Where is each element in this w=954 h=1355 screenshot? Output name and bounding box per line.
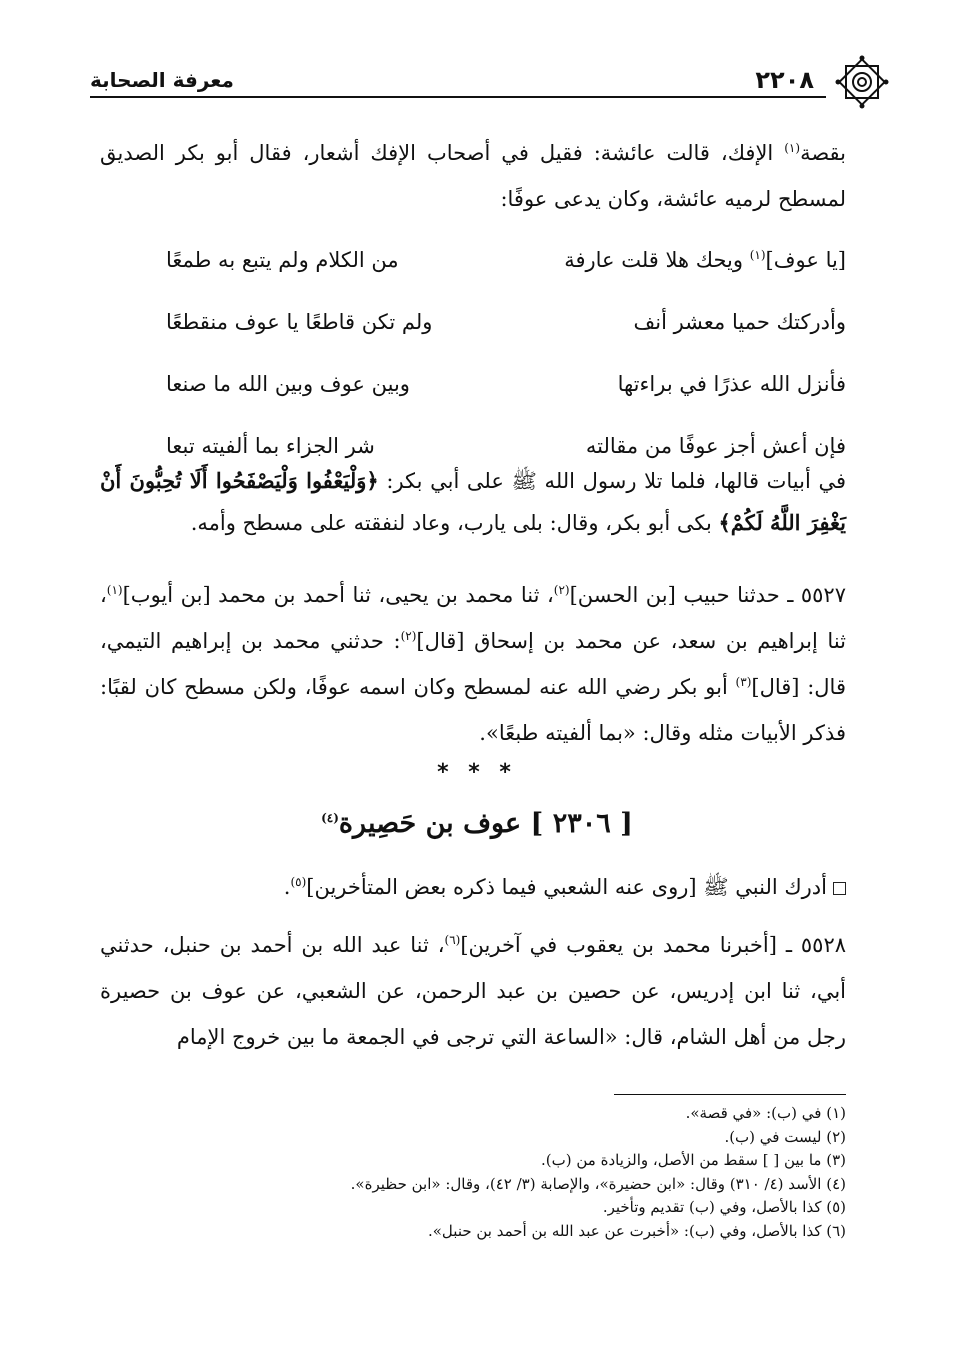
header-rule bbox=[90, 96, 826, 98]
entry-title: [ ٢٣٠٦ ] عوف بن حَصِيرة$^{(٤)}$ bbox=[321, 808, 633, 839]
footnote-ref: (٢) bbox=[553, 583, 570, 597]
paragraph-hadith-5528: ٥٥٢٨ ـ [أخبرنا محمد بن يعقوب في آخرين]$^{(٦)}$، ثنا عبد الله بن أحمد بن حنبل، حدثني أبي، ثنا ابن إدريس، عن حصين بن عبد الرحمن، عن الشعبي، عن عوف بن حصيرة رجل من أهل الشام، قال: «الساعة التي ترجى في الجمعة ما بين خروج الإمام bbox=[100, 933, 847, 1049]
footnote-ref: (١) bbox=[106, 583, 123, 597]
poem-line bbox=[166, 372, 846, 434]
text-run: الإفك، قالت عائشة: فقيل في أصحاب الإفك أشعار، فقال أبو بكر الصديق لمسطح لرميه عائشة، وكان يدعى عوفًا: bbox=[100, 141, 846, 211]
square-bullet-icon bbox=[833, 882, 846, 895]
page-number: ٢٢٠٨ bbox=[755, 66, 814, 94]
poem-second-hemistich: من الكلام ولم يتبع به طمعًا bbox=[166, 248, 399, 272]
footnote: (٣) ما بين [ ] سقط من الأصل، والزيادة من (ب). bbox=[541, 1151, 846, 1169]
paragraph-quran bbox=[100, 460, 846, 544]
text-run: في أبيات قالها، فلما تلا رسول الله ﷺ على أبي بكر: bbox=[378, 469, 846, 493]
poem-first-hemistich: [يا عوف]$^{(١)}$ ويحك هلا قلت عارفة bbox=[564, 248, 846, 272]
paragraph-entry-intro: أدرك النبي ﷺ [روى عنه الشعبي فيما ذكره بعض المتأخرين]$^{(٥)}$. bbox=[100, 864, 846, 910]
poem-first-hemistich: وأدركتك حميا معشر أنف bbox=[633, 310, 846, 334]
footnote: (٤) الأسد (٤/ ٣١٠) وقال: «ابن حضيرة»، والإصابة (٣/ ٤٢)، وقال: «ابن حظيرة». bbox=[350, 1174, 846, 1193]
quran-verse: ﴿وَلْيَعْفُوا وَلْيَصْفَحُوا أَلَا تُحِبُّونَ أَنْ يَغْفِرَ اللَّهُ لَكُمْ﴾ bbox=[100, 468, 846, 535]
footnote: (١) في (ب): «في قصة». bbox=[685, 1104, 846, 1122]
poem-second-hemistich: شر الجزاء بما ألفيته تبعا bbox=[166, 434, 375, 458]
footnote-rule bbox=[614, 1094, 846, 1095]
page-header bbox=[90, 52, 870, 112]
footnote: (٦) كذا بالأصل، وفي (ب): «أخبرت عن عبد الله بن أحمد بن حنبل». bbox=[427, 1221, 846, 1240]
running-title: معرفة الصحابة bbox=[90, 68, 234, 92]
footnote-ref: (٣) bbox=[735, 675, 752, 689]
footnote-ref: (١) bbox=[749, 248, 766, 262]
poem bbox=[166, 248, 846, 496]
paragraph-intro bbox=[100, 130, 846, 222]
octagonal-star-ornament-icon bbox=[832, 52, 892, 112]
poem-second-hemistich: ولم تكن قاطعًا يا عوف منقطعًا bbox=[166, 310, 433, 334]
text-run: بكى أبو بكر، وقال: بلى يارب، وعاد لنفقته على مسطح وأمه. bbox=[190, 511, 719, 535]
footnote: (٢) ليست في (ب). bbox=[724, 1127, 846, 1146]
poem-second-hemistich: وبين عوف وبين الله ما صنعا bbox=[166, 372, 410, 396]
footnote-ref: (٢) bbox=[400, 629, 417, 643]
footnote-ref: (٦) bbox=[444, 933, 461, 947]
paragraph-hadith-5527: ٥٥٢٧ ـ حدثنا حبيب [بن الحسن]$^{(٢)}$، ثنا محمد بن يحيى، ثنا أحمد بن محمد [بن أيوب]$^{(١)}$، ثنا إبراهيم بن سعد، عن محمد بن إسحاق [قال]$^{(٢)}$: حدثني محمد بن إبراهيم التيمي، قال: [قال]$^{(٣)}$ أبو بكر رضي الله عنه لمسطح وكان اسمه عوفًا، ولكن مسطح كان لقبًا: فذكر الأبيات مثله وقال: «بما ألفيته طبعًا». bbox=[100, 583, 846, 745]
footnote: (٥) كذا بالأصل، وفي (ب) تقديم وتأخير. bbox=[602, 1198, 846, 1216]
poem-first-hemistich: فأنزل الله عذرًا في براءتها bbox=[617, 372, 846, 396]
footnotes bbox=[86, 1102, 846, 1243]
poem-line bbox=[166, 248, 846, 310]
footnote-ref: (٥) bbox=[290, 875, 307, 889]
poem-line bbox=[166, 310, 846, 372]
footnote-ref: (٤) bbox=[321, 811, 339, 825]
poem-first-hemistich: فإن أعش أجز عوفًا من مقالته bbox=[585, 434, 846, 458]
footnote-ref: (١) bbox=[784, 141, 801, 155]
section-separator: * * * bbox=[437, 760, 517, 785]
text-run: بقصة bbox=[800, 141, 846, 165]
